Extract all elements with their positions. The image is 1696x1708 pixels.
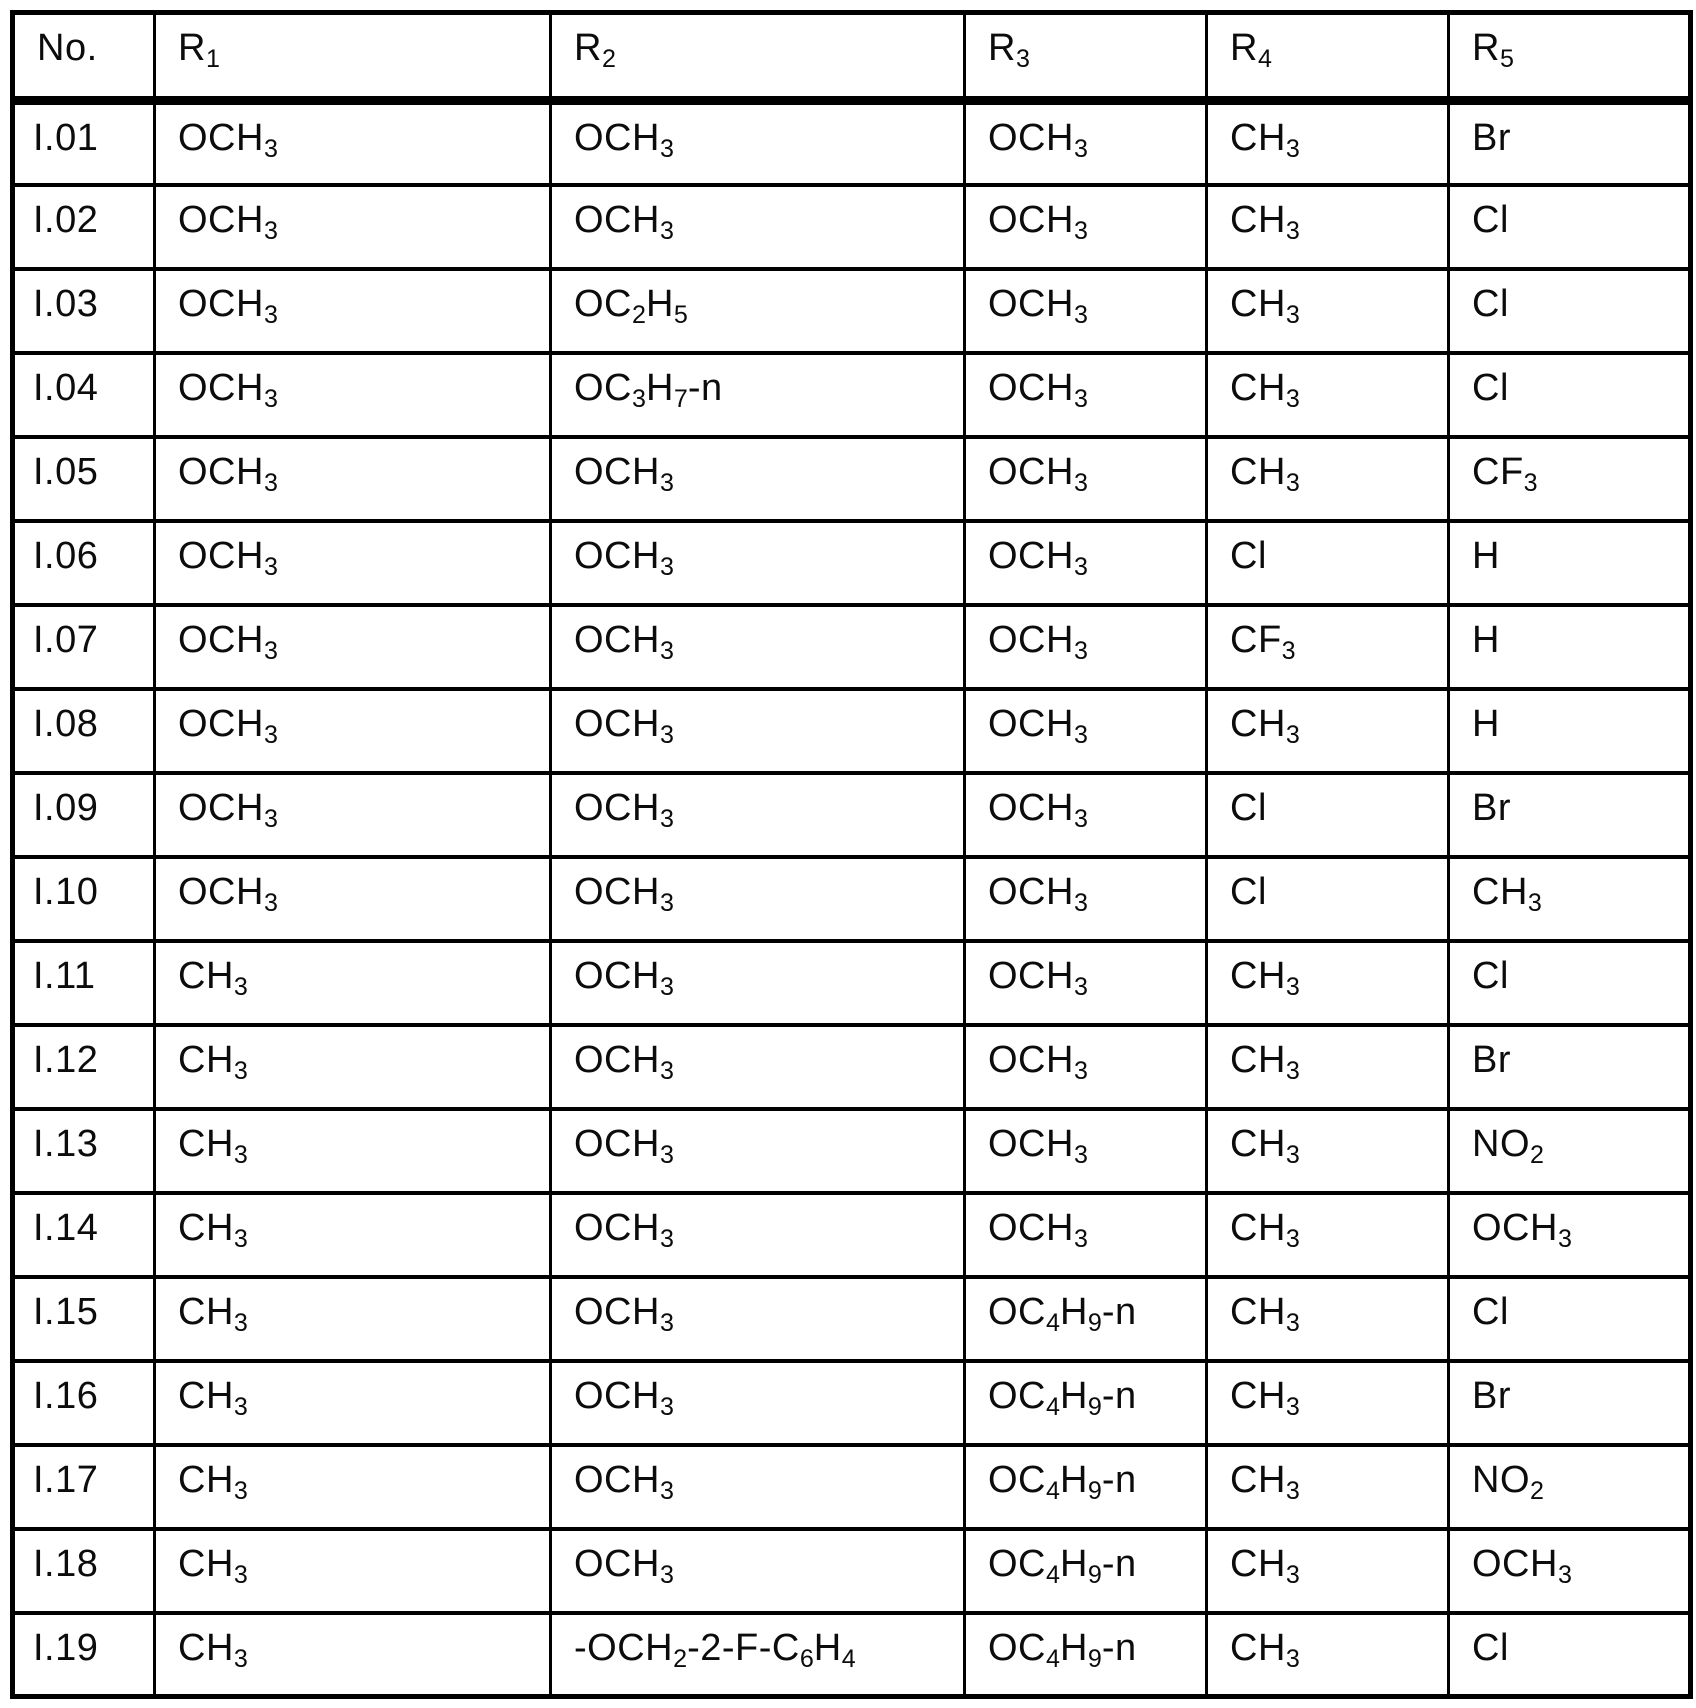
header-r1: $R_1$ — [155, 13, 551, 101]
substituent-cell-r2: $OCH_3$ — [551, 1529, 965, 1613]
substituent-cell-r4: $CH_3$ — [1207, 1277, 1449, 1361]
row-number-cell: I.03 — [13, 269, 155, 353]
table-row — [13, 101, 1691, 185]
substituent-cell-r5: $NO_2$ — [1449, 1445, 1691, 1529]
substituent-cell-r3: $OCH_3$ — [965, 605, 1207, 689]
table-row — [13, 941, 1691, 1025]
substituent-table — [10, 10, 1693, 1699]
substituent-cell-r4: $CH_3$ — [1207, 689, 1449, 773]
substituent-cell-r1: $CH_3$ — [155, 1193, 551, 1277]
row-number-cell: I.19 — [13, 1613, 155, 1697]
substituent-cell-r3: $OCH_3$ — [965, 773, 1207, 857]
table-row — [13, 1361, 1691, 1445]
row-number-cell: I.14 — [13, 1193, 155, 1277]
substituent-cell-r2: $OCH_3$ — [551, 605, 965, 689]
substituent-cell-r4: Cl — [1207, 773, 1449, 857]
substituent-cell-r5: Cl — [1449, 1277, 1691, 1361]
substituent-cell-r5: Cl — [1449, 1613, 1691, 1697]
substituent-cell-r2: $OCH_3$ — [551, 1025, 965, 1109]
substituent-cell-r3: $OCH_3$ — [965, 521, 1207, 605]
substituent-cell-r5: H — [1449, 605, 1691, 689]
substituent-cell-r5: Cl — [1449, 185, 1691, 269]
substituent-cell-r2: $OCH_3$ — [551, 857, 965, 941]
table-body — [13, 101, 1691, 1697]
substituent-cell-r5: $OCH_3$ — [1449, 1193, 1691, 1277]
substituent-cell-r1: $OCH_3$ — [155, 605, 551, 689]
substituent-cell-r5: $OCH_3$ — [1449, 1529, 1691, 1613]
substituent-cell-r2: $OCH_3$ — [551, 185, 965, 269]
table-row — [13, 1529, 1691, 1613]
substituent-cell-r2: $OC_3H_7-n$ — [551, 353, 965, 437]
substituent-cell-r4: $CF_3$ — [1207, 605, 1449, 689]
substituent-cell-r3: $OC_4H_9-n$ — [965, 1361, 1207, 1445]
substituent-cell-r4: $CH_3$ — [1207, 1445, 1449, 1529]
row-number-cell: I.05 — [13, 437, 155, 521]
row-number-cell: I.11 — [13, 941, 155, 1025]
substituent-cell-r3: $OCH_3$ — [965, 185, 1207, 269]
table-row — [13, 689, 1691, 773]
substituent-cell-r3: $OC_4H_9-n$ — [965, 1277, 1207, 1361]
substituent-cell-r2: $OCH_3$ — [551, 773, 965, 857]
substituent-cell-r2: $OCH_3$ — [551, 437, 965, 521]
substituent-cell-r4: $CH_3$ — [1207, 269, 1449, 353]
substituent-cell-r2: $OCH_3$ — [551, 1109, 965, 1193]
substituent-cell-r3: $OCH_3$ — [965, 941, 1207, 1025]
substituent-cell-r5: $NO_2$ — [1449, 1109, 1691, 1193]
substituent-cell-r2: $OCH_3$ — [551, 689, 965, 773]
header-row — [13, 13, 1691, 101]
substituent-cell-r1: $OCH_3$ — [155, 185, 551, 269]
table-row — [13, 437, 1691, 521]
table-row — [13, 1277, 1691, 1361]
table-row — [13, 1445, 1691, 1529]
substituent-cell-r2: $OCH_3$ — [551, 1361, 965, 1445]
substituent-cell-r5: H — [1449, 521, 1691, 605]
row-number-cell: I.13 — [13, 1109, 155, 1193]
substituent-cell-r3: $OCH_3$ — [965, 1193, 1207, 1277]
substituent-cell-r4: Cl — [1207, 857, 1449, 941]
substituent-cell-r1: $CH_3$ — [155, 1445, 551, 1529]
row-number-cell: I.07 — [13, 605, 155, 689]
substituent-cell-r4: $CH_3$ — [1207, 1109, 1449, 1193]
substituent-cell-r2: $OCH_3$ — [551, 1193, 965, 1277]
substituent-cell-r5: Br — [1449, 1361, 1691, 1445]
substituent-cell-r3: $OC_4H_9-n$ — [965, 1529, 1207, 1613]
substituent-cell-r5: Cl — [1449, 941, 1691, 1025]
table-row — [13, 521, 1691, 605]
substituent-cell-r3: $OCH_3$ — [965, 101, 1207, 185]
substituent-cell-r1: $CH_3$ — [155, 1025, 551, 1109]
table-header — [13, 13, 1691, 101]
header-r2: $R_2$ — [551, 13, 965, 101]
table-row — [13, 353, 1691, 437]
substituent-cell-r4: $CH_3$ — [1207, 353, 1449, 437]
substituent-cell-r3: $OCH_3$ — [965, 353, 1207, 437]
substituent-cell-r1: $OCH_3$ — [155, 773, 551, 857]
row-number-cell: I.01 — [13, 101, 155, 185]
table-row — [13, 1109, 1691, 1193]
table-row — [13, 857, 1691, 941]
substituent-cell-r2: $OCH_3$ — [551, 941, 965, 1025]
substituent-cell-r1: $CH_3$ — [155, 1529, 551, 1613]
substituent-cell-r1: $OCH_3$ — [155, 689, 551, 773]
substituent-cell-r5: Cl — [1449, 269, 1691, 353]
substituent-cell-r4: Cl — [1207, 521, 1449, 605]
substituent-cell-r4: $CH_3$ — [1207, 1529, 1449, 1613]
row-number-cell: I.15 — [13, 1277, 155, 1361]
table-row — [13, 1613, 1691, 1697]
substituent-cell-r3: $OCH_3$ — [965, 437, 1207, 521]
row-number-cell: I.18 — [13, 1529, 155, 1613]
substituent-cell-r1: $OCH_3$ — [155, 521, 551, 605]
table-row — [13, 605, 1691, 689]
header-r5: $R_5$ — [1449, 13, 1691, 101]
substituent-cell-r1: $CH_3$ — [155, 1613, 551, 1697]
substituent-cell-r1: $OCH_3$ — [155, 353, 551, 437]
substituent-cell-r1: $CH_3$ — [155, 941, 551, 1025]
row-number-cell: I.16 — [13, 1361, 155, 1445]
substituent-cell-r2: $OC_2H_5$ — [551, 269, 965, 353]
table-row — [13, 269, 1691, 353]
row-number-cell: I.02 — [13, 185, 155, 269]
substituent-cell-r1: $CH_3$ — [155, 1109, 551, 1193]
header-r4: $R_4$ — [1207, 13, 1449, 101]
row-number-cell: I.12 — [13, 1025, 155, 1109]
substituent-cell-r1: $OCH_3$ — [155, 101, 551, 185]
substituent-cell-r2: $OCH_3$ — [551, 1277, 965, 1361]
table-row — [13, 185, 1691, 269]
substituent-cell-r1: $OCH_3$ — [155, 437, 551, 521]
substituent-cell-r4: $CH_3$ — [1207, 437, 1449, 521]
table-row — [13, 1193, 1691, 1277]
substituent-cell-r1: $CH_3$ — [155, 1361, 551, 1445]
substituent-cell-r3: $OC_4H_9-n$ — [965, 1445, 1207, 1529]
substituent-cell-r3: $OCH_3$ — [965, 1025, 1207, 1109]
substituent-cell-r5: $CF_3$ — [1449, 437, 1691, 521]
substituent-cell-r5: Br — [1449, 773, 1691, 857]
substituent-cell-r4: $CH_3$ — [1207, 1025, 1449, 1109]
substituent-cell-r2: $-OCH_2-2-F-C_6H_4$ — [551, 1613, 965, 1697]
substituent-cell-r5: $CH_3$ — [1449, 857, 1691, 941]
substituent-cell-r4: $CH_3$ — [1207, 185, 1449, 269]
row-number-cell: I.04 — [13, 353, 155, 437]
substituent-cell-r3: $OCH_3$ — [965, 1109, 1207, 1193]
substituent-cell-r2: $OCH_3$ — [551, 521, 965, 605]
substituent-cell-r4: $CH_3$ — [1207, 1613, 1449, 1697]
substituent-cell-r3: $OCH_3$ — [965, 269, 1207, 353]
substituent-cell-r5: Cl — [1449, 353, 1691, 437]
substituent-cell-r3: $OCH_3$ — [965, 689, 1207, 773]
row-number-cell: I.06 — [13, 521, 155, 605]
substituent-cell-r4: $CH_3$ — [1207, 1361, 1449, 1445]
row-number-cell: I.17 — [13, 1445, 155, 1529]
row-number-cell: I.08 — [13, 689, 155, 773]
substituent-cell-r3: $OC_4H_9-n$ — [965, 1613, 1207, 1697]
substituent-cell-r2: $OCH_3$ — [551, 1445, 965, 1529]
row-number-cell: I.10 — [13, 857, 155, 941]
header-no: No. — [13, 13, 155, 101]
row-number-cell: I.09 — [13, 773, 155, 857]
substituent-cell-r4: $CH_3$ — [1207, 941, 1449, 1025]
substituent-cell-r5: Br — [1449, 101, 1691, 185]
substituent-cell-r3: $OCH_3$ — [965, 857, 1207, 941]
substituent-cell-r4: $CH_3$ — [1207, 1193, 1449, 1277]
substituent-cell-r2: $OCH_3$ — [551, 101, 965, 185]
substituent-cell-r4: $CH_3$ — [1207, 101, 1449, 185]
substituent-cell-r1: $OCH_3$ — [155, 857, 551, 941]
substituent-cell-r5: Br — [1449, 1025, 1691, 1109]
substituent-cell-r1: $CH_3$ — [155, 1277, 551, 1361]
substituent-cell-r5: H — [1449, 689, 1691, 773]
table-row — [13, 773, 1691, 857]
substituent-cell-r1: $OCH_3$ — [155, 269, 551, 353]
header-r3: $R_3$ — [965, 13, 1207, 101]
table-row — [13, 1025, 1691, 1109]
